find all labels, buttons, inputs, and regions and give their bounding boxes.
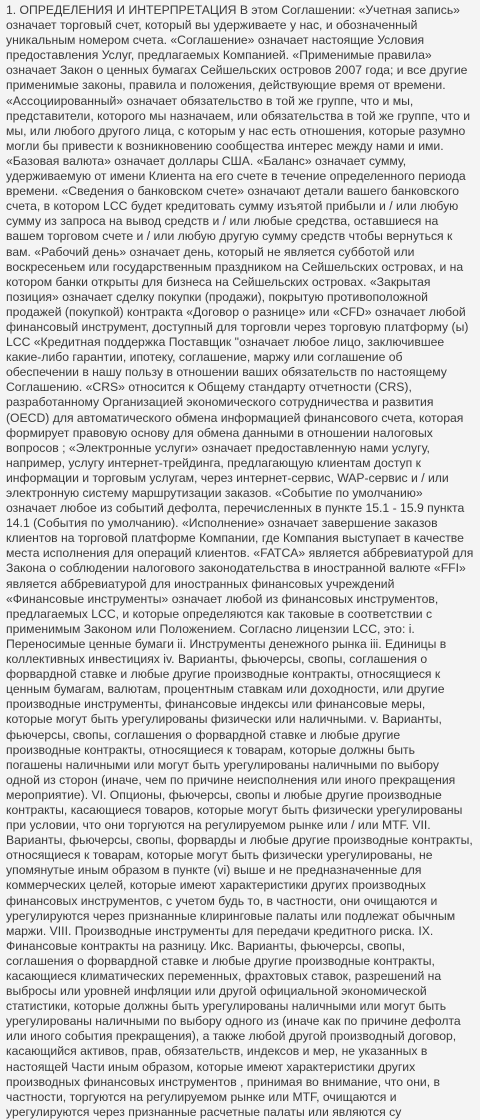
definitions-body-text: 1. ОПРЕДЕЛЕНИЯ И ИНТЕРПРЕТАЦИЯ В этом Соглашении: «Учетная запись» означает торговый счет, который вы удерживаете у нас, и обозначенный уникальным номером счета. «Соглашение» означает настоящие Условия предоставления Услуг, предлагаемых Компанией. «Применимые правила» означает Закон о ценных бумагах Сейшельских островов 2007 года; и все другие применимые законы, правила и положения, действующие время от времени. «Ассоциированный» означает обязательство в той же группе, что и мы, представители, которого мы назначаем, или обязательства в той же группе, что и мы, или любого другого лица, с которым у нас есть отношения, которые разумно могли бы привести к возникновению сообщества интерес между нами и ими. «Базовая валюта» означает доллары США. «Баланс» означает сумму, удерживаемую от имени Клиента на его счете в течение определенного периода времени. «Сведения о банковском счете» означают детали вашего банковского счета, в котором LCC будет кредитовать сумму изъятой прибыли и / или любую сумму из запроса на вывод средств и / или любые средства, оставшиеся на вашем торговом счете и / или любую другую сумму средств чтобы вернуться к вам. «Рабочий день» означает день, который не является субботой или воскресеньем или государственным праздником на Сейшельских островах, и на котором банки открыты для бизнеса на Сейшельских островах. «Закрытая позиция» означает сделку покупки (продажи), покрытую противоположной продажей (покупкой) контракта «Договор о разнице» или «CFD» означает любой финансовый инструмент, доступный для торговли через торговую платформу (ы) LCC «Кредитная поддержка Поставщик "означает любое лицо, заключившее какие-либо гарантии, ипотеку, соглашение, маржу или соглашение об обеспечении в нашу пользу в отношении ваших обязательств по настоящему Соглашению. «CRS» относится к Общему стандарту отчетности (CRS), разработанному Организацией экономического сотрудничества и развития (OECD) для автоматического обмена информацией финансового счета, которая формирует правовую основу для обмена данными в отношении налоговых вопросов ; «Электронные услуги» означает предоставленную нами услугу, например, услугу интернет-трейдинга, предлагающую клиентам доступ к информации и торговым услугам, через интернет-сервис, WAP-сервис и / или электронную систему маршрутизации заказов. «Событие по умолчанию» означает любое из событий дефолта, перечисленных в пункте 15.1 - 15.9 пункта 14.1 (События по умолчанию). «Исполнение» означает завершение заказов клиентов на торговой платформе Компании, где Компания выступает в качестве места исполнения для операций клиентов. «FATCA» является аббревиатурой для Закона о соблюдении налогового законодательства в иностранной валюте «FFI» является аббревиатурой для иностранных финансовых учреждений «Финансовые инструменты» означает любой из финансовых инструментов, предлагаемых LCC, и которые определяются как таковые в соответствии с применимым Законом или Положением. Согласно лицензии LCC, это: i. Переносимые ценные бумаги ii. Инструменты денежного рынка iii. Единицы в коллективных инвестициях iv. Варианты, фьючерсы, свопы, соглашения о форвардной ставке и любые другие производные контракты, относящиеся к ценным бумагам, валютам, процентным ставкам или доходности, или другие производные инструменты, финансовые индексы или финансовые меры, которые могут быть урегулированы физически или наличными. v. Варианты, фьючерсы, свопы, соглашения о форвардной ставке и любые другие производные контракты, относящиеся к товарам, которые должны быть погашены наличными или могут быть урегулированы наличными по выбору одной из сторон (иначе, чем по причине неисполнения или иного прекращения мероприятие). VI. Опционы, фьючерсы, свопы и любые другие производные контракты, касающиеся товаров, которые могут быть физически урегулированы при условии, что они торгуются на регулируемом рынке или / или MTF. VII. Варианты, фьючерсы, свопы, форварды и любые другие производные контракты, относящиеся к товарам, которые могут быть физически урегулированы, не упомянутые иным образом в пункте (vi) выше и не предназначенные для коммерческих целей, которые имеют характеристики других производных финансовых инструментов, с учетом будь то, в частности, они очищаются и урегулируются через признанные клиринговые палаты или подлежат обычным маржи. VIII. Производные инструменты для передачи кредитного риска. IX. Финансовые контракты на разницу. Икс. Варианты, фьючерсы, свопы, соглашения о форвардной ставке и любые другие производные контракты, касающиеся климатических переменных, фрахтовых ставок, разрешений на выбросы или уровней инфляции или другой официальной экономической статистики, которые должны быть урегулированы наличными или могут быть урегулированы наличными по выбору одного из (иначе как по причине дефолта или иного события прекращения), а также любой другой производный договор, касающийся активов, прав, обязательств, индексов и мер, не указанных в настоящей Части иным образом, которые имеют характеристики других производных финансовых инструментов , принимая во внимание, что они, в частности, торгуются на регулируемом рынке или MTF, очищаются и урегулируются через признанные расчетные палаты или являются су (6, 3, 474, 1119)
